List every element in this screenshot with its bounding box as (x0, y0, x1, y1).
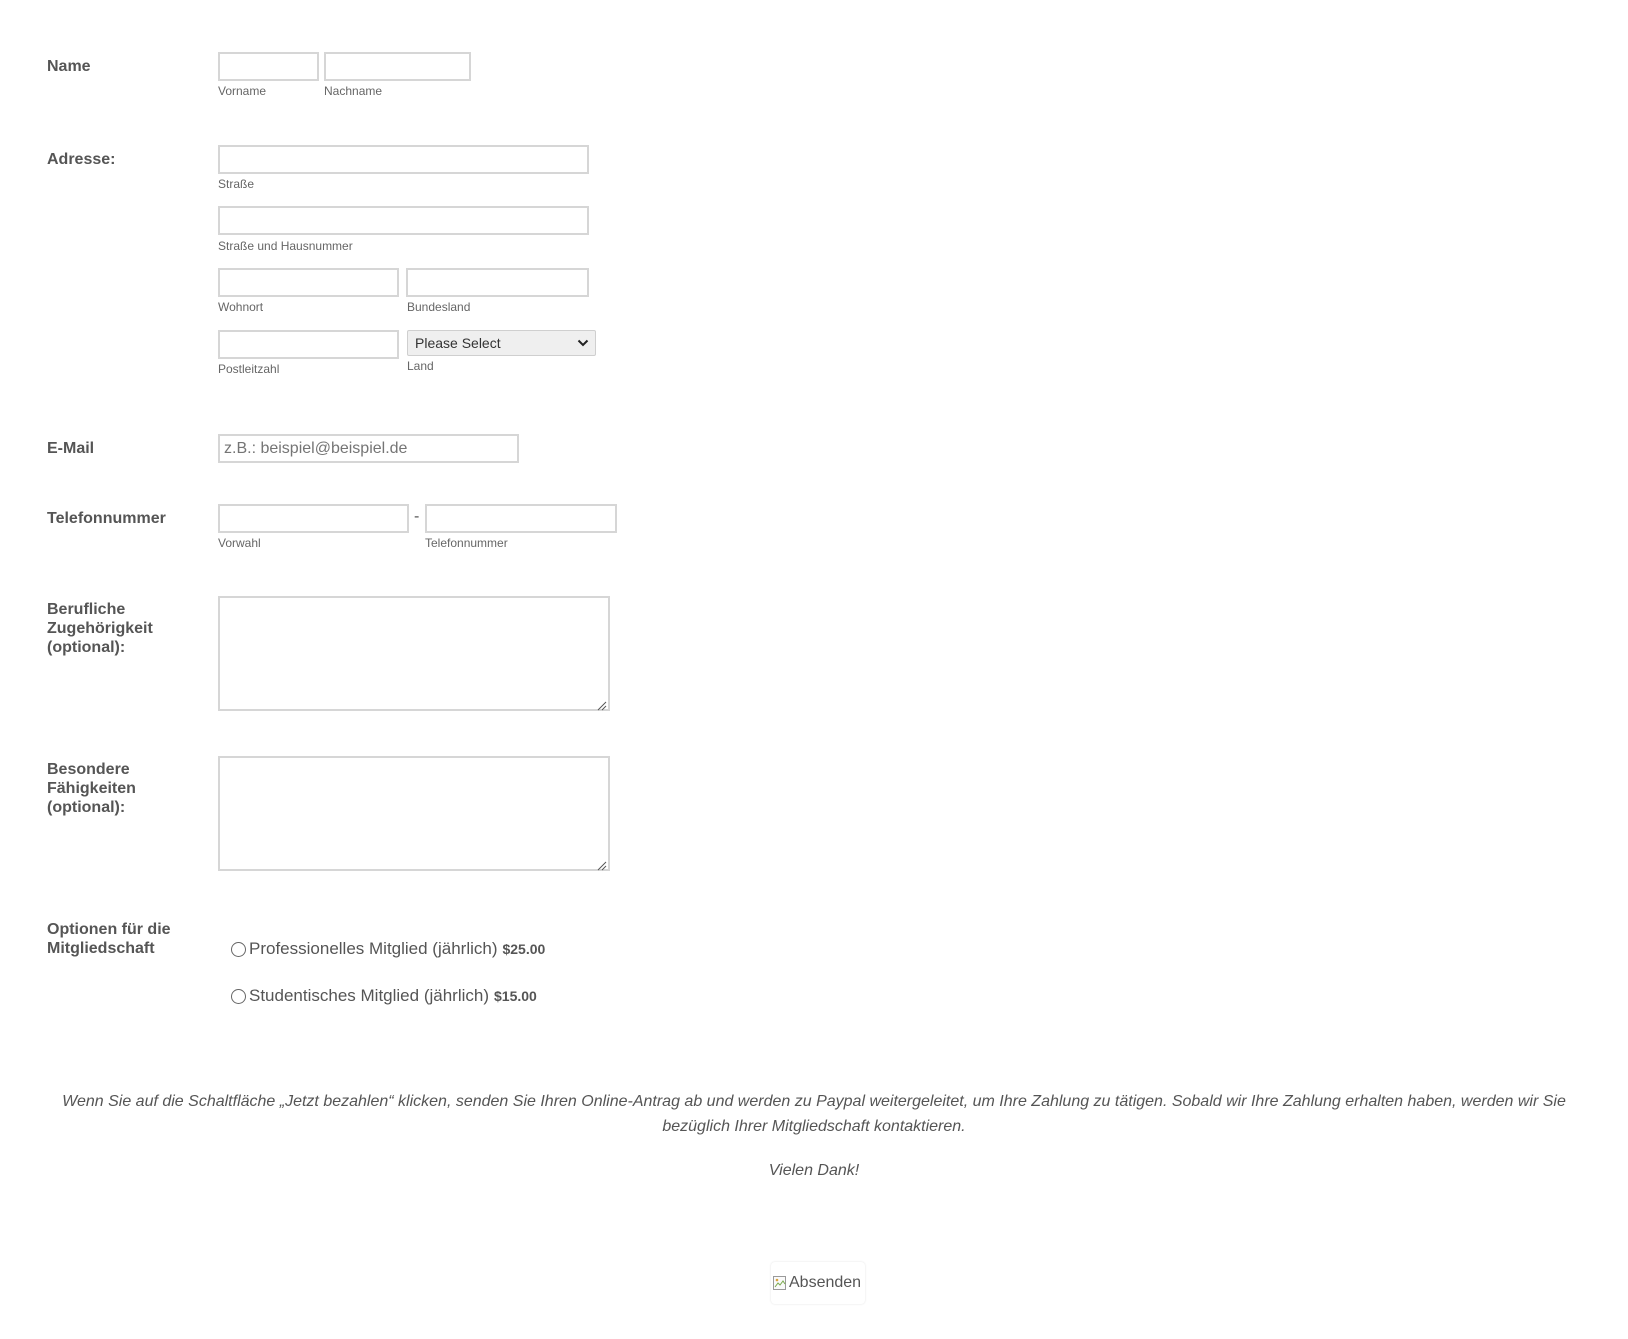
submit-button[interactable] (771, 1262, 865, 1304)
phone-area-sublabel: Vorwahl (218, 536, 261, 550)
skills-label: Besondere Fähigkeiten (optional): (47, 761, 136, 816)
street-sublabel: Straße (218, 177, 255, 191)
city-sublabel: Wohnort (218, 300, 264, 314)
street2-sublabel: Straße und Hausnummer (218, 239, 353, 253)
city-input[interactable] (218, 268, 399, 297)
resize-grip-icon[interactable] (597, 858, 607, 868)
payment-info-text: Wenn Sie auf die Schaltfläche „Jetzt bezahlen“ klicken, senden Sie Ihren Online-Antrag ab und werden zu Paypal weitergeleitet, um Ihre Zahlung zu tätigen. Sobald wir Ihre Zahlung erhalten haben, werden wir Sie bezüglich Ihrer Mitgliedschaft kontaktieren. (62, 1093, 1566, 1135)
membership-option-price: $15.00 (494, 988, 537, 1004)
membership-option-price: $25.00 (502, 941, 546, 957)
name-label: Name (47, 58, 91, 75)
address-label: Adresse: (47, 151, 116, 168)
country-select-value: Please Select (415, 335, 501, 351)
membership-label: Optionen für die Mitgliedschaft (47, 921, 171, 957)
thanks-text: Vielen Dank! (768, 1162, 860, 1179)
last-name-input[interactable] (324, 52, 471, 81)
phone-number-input[interactable] (425, 504, 617, 533)
zip-input[interactable] (218, 330, 399, 359)
street2-input[interactable] (218, 206, 589, 235)
membership-option-label[interactable]: Professionelles Mitglied (jährlich) (249, 939, 498, 958)
last-name-sublabel: Nachname (324, 84, 383, 98)
phone-separator: - (414, 508, 420, 525)
first-name-input[interactable] (218, 52, 319, 81)
first-name-sublabel: Vorname (218, 84, 267, 98)
chevron-down-icon (577, 331, 589, 364)
street-input[interactable] (218, 145, 589, 174)
phone-label: Telefonnummer (47, 510, 166, 527)
phone-area-input[interactable] (218, 504, 409, 533)
zip-sublabel: Postleitzahl (218, 362, 280, 376)
membership-option-student[interactable] (231, 985, 537, 1007)
membership-option-label[interactable]: Studentisches Mitglied (jährlich) (249, 986, 489, 1005)
profession-label: Berufliche Zugehörigkeit (optional): (47, 601, 153, 656)
broken-image-icon (772, 1275, 788, 1291)
resize-grip-icon[interactable] (597, 698, 607, 708)
state-input[interactable] (406, 268, 589, 297)
membership-option-professional[interactable] (231, 938, 545, 960)
skills-textarea[interactable] (218, 756, 610, 871)
country-select[interactable] (407, 330, 596, 356)
email-input[interactable]: z.B.: beispiel@beispiel.de (218, 434, 519, 463)
radio-button[interactable] (231, 942, 246, 957)
submit-button-alt-text: Absenden (789, 1274, 862, 1291)
country-sublabel: Land (407, 359, 434, 373)
phone-number-sublabel: Telefonnummer (425, 536, 508, 550)
profession-textarea[interactable] (218, 596, 610, 711)
radio-button[interactable] (231, 989, 246, 1004)
state-sublabel: Bundesland (407, 300, 471, 314)
email-label: E-Mail (47, 440, 95, 457)
